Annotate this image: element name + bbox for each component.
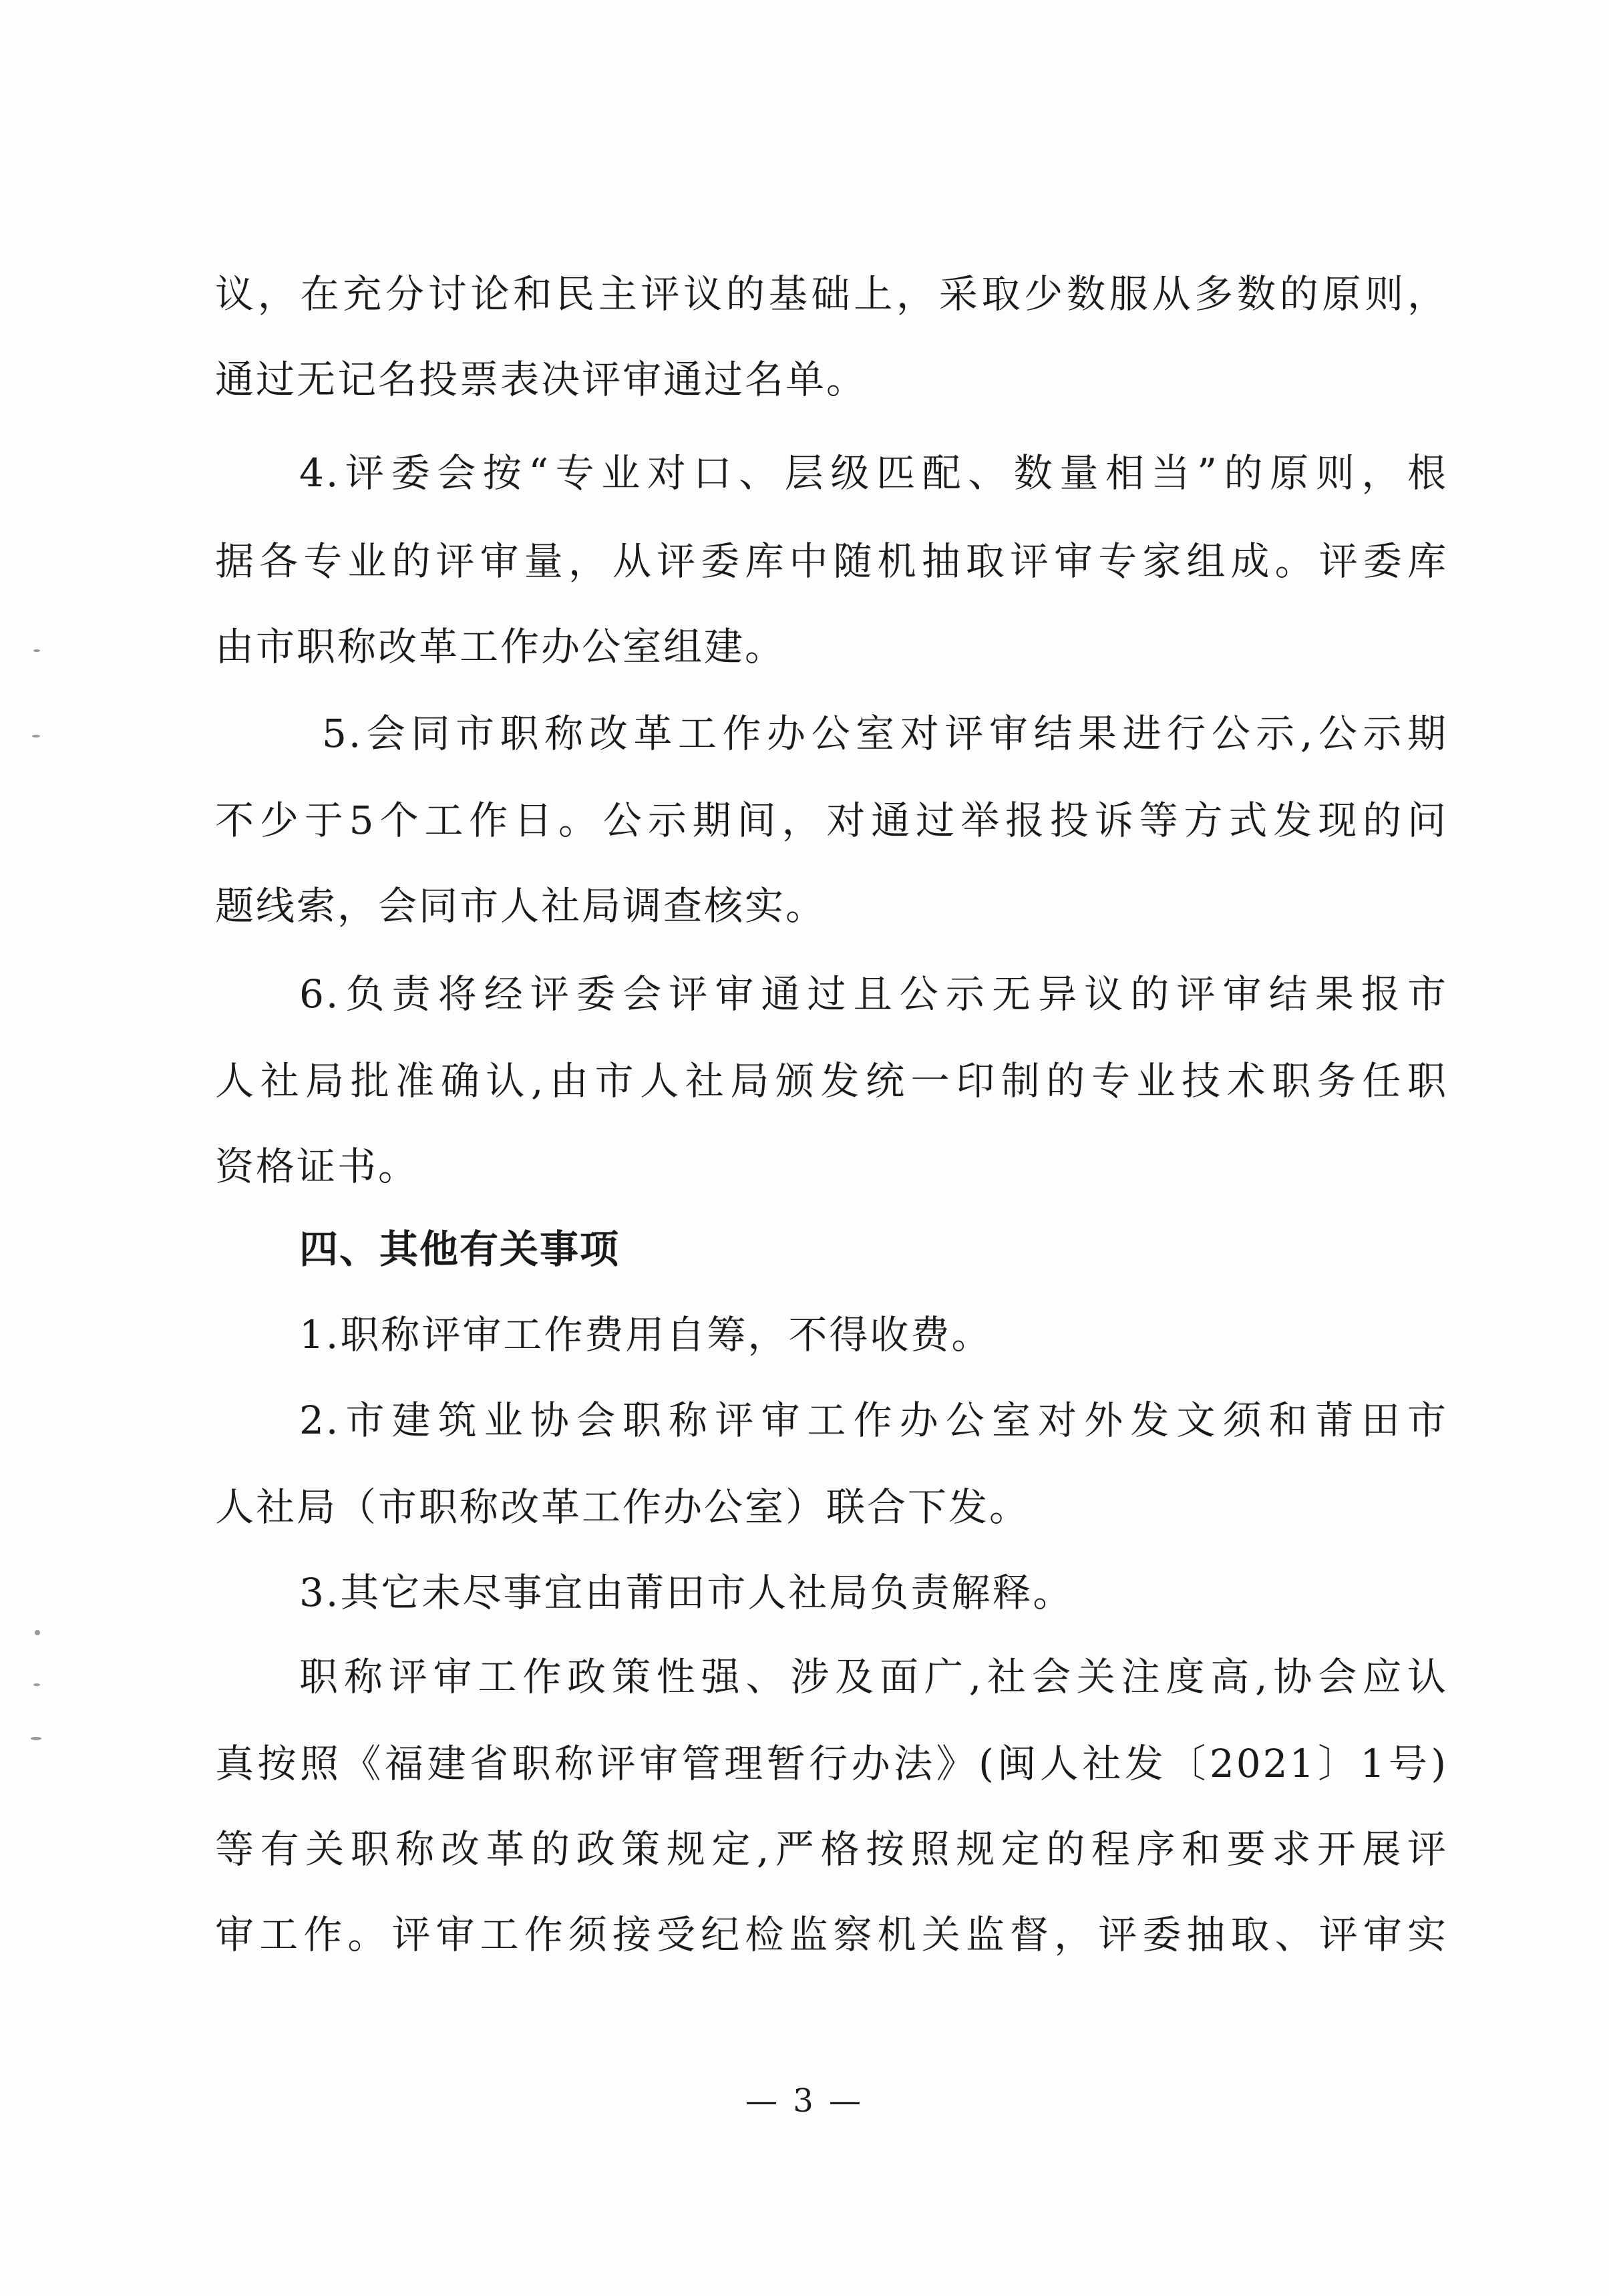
paragraph-line: 2.市建筑业协会职称评审工作办公室对外发文须和莆田市 <box>299 1398 1448 1443</box>
paragraph-line: 1.职称评审工作费用自筹，不得收费。 <box>299 1312 993 1357</box>
paragraph-line: 不少于5个工作日。公示期间，对通过举报投诉等方式发现的问 <box>215 798 1448 843</box>
scan-speck <box>35 1630 40 1635</box>
paragraph-line: 人社局批准确认,由市人社局颁发统一印制的专业技术职务任职 <box>215 1058 1448 1104</box>
section-heading: 四、其他有关事项 <box>299 1226 620 1272</box>
paragraph-line: 题线索，会同市人社局调查核实。 <box>215 883 827 929</box>
paragraph-line: 由市职称改革工作办公室组建。 <box>215 624 786 669</box>
paragraph-line: 审工作。评审工作须接受纪检监察机关监督，评委抽取、评审实 <box>215 1912 1448 1957</box>
scan-speck <box>33 1683 40 1686</box>
paragraph-line: 4.评委会按“专业对口、层级匹配、数量相当”的原则，根 <box>299 450 1448 496</box>
paragraph-line: 等有关职称改革的政策规定,严格按照规定的程序和要求开展评 <box>215 1826 1448 1872</box>
paragraph-line: 人社局（市职称改革工作办公室）联合下发。 <box>215 1484 1031 1530</box>
scan-speck <box>32 735 40 737</box>
scan-speck <box>31 1737 41 1740</box>
paragraph-line: 议，在充分讨论和民主评议的基础上，采取少数服从多数的原则， <box>215 271 1448 317</box>
paragraph-line: 通过无记名投票表决评审通过名单。 <box>215 357 868 402</box>
paragraph-line: 3.其它未尽事宜由莆田市人社局负责解释。 <box>299 1570 1074 1615</box>
paragraph-line: 据各专业的评审量，从评委库中随机抽取评审专家组成。评委库 <box>215 538 1448 584</box>
paragraph-line: 6.负责将经评委会评审通过且公示无异议的评审结果报市 <box>299 971 1448 1017</box>
page-number: — 3 — <box>745 2082 864 2120</box>
scan-speck <box>33 649 40 652</box>
paragraph-line: 真按照《福建省职称评审管理暂行办法》(闽人社发〔2021〕1号) <box>215 1741 1448 1786</box>
paragraph-line: 资格证书。 <box>215 1144 419 1189</box>
paragraph-line: 职称评审工作政策性强、涉及面广,社会关注度高,协会应认 <box>299 1654 1448 1699</box>
paragraph-line: 5.会同市职称改革工作办公室对评审结果进行公示,公示期 <box>322 711 1448 756</box>
